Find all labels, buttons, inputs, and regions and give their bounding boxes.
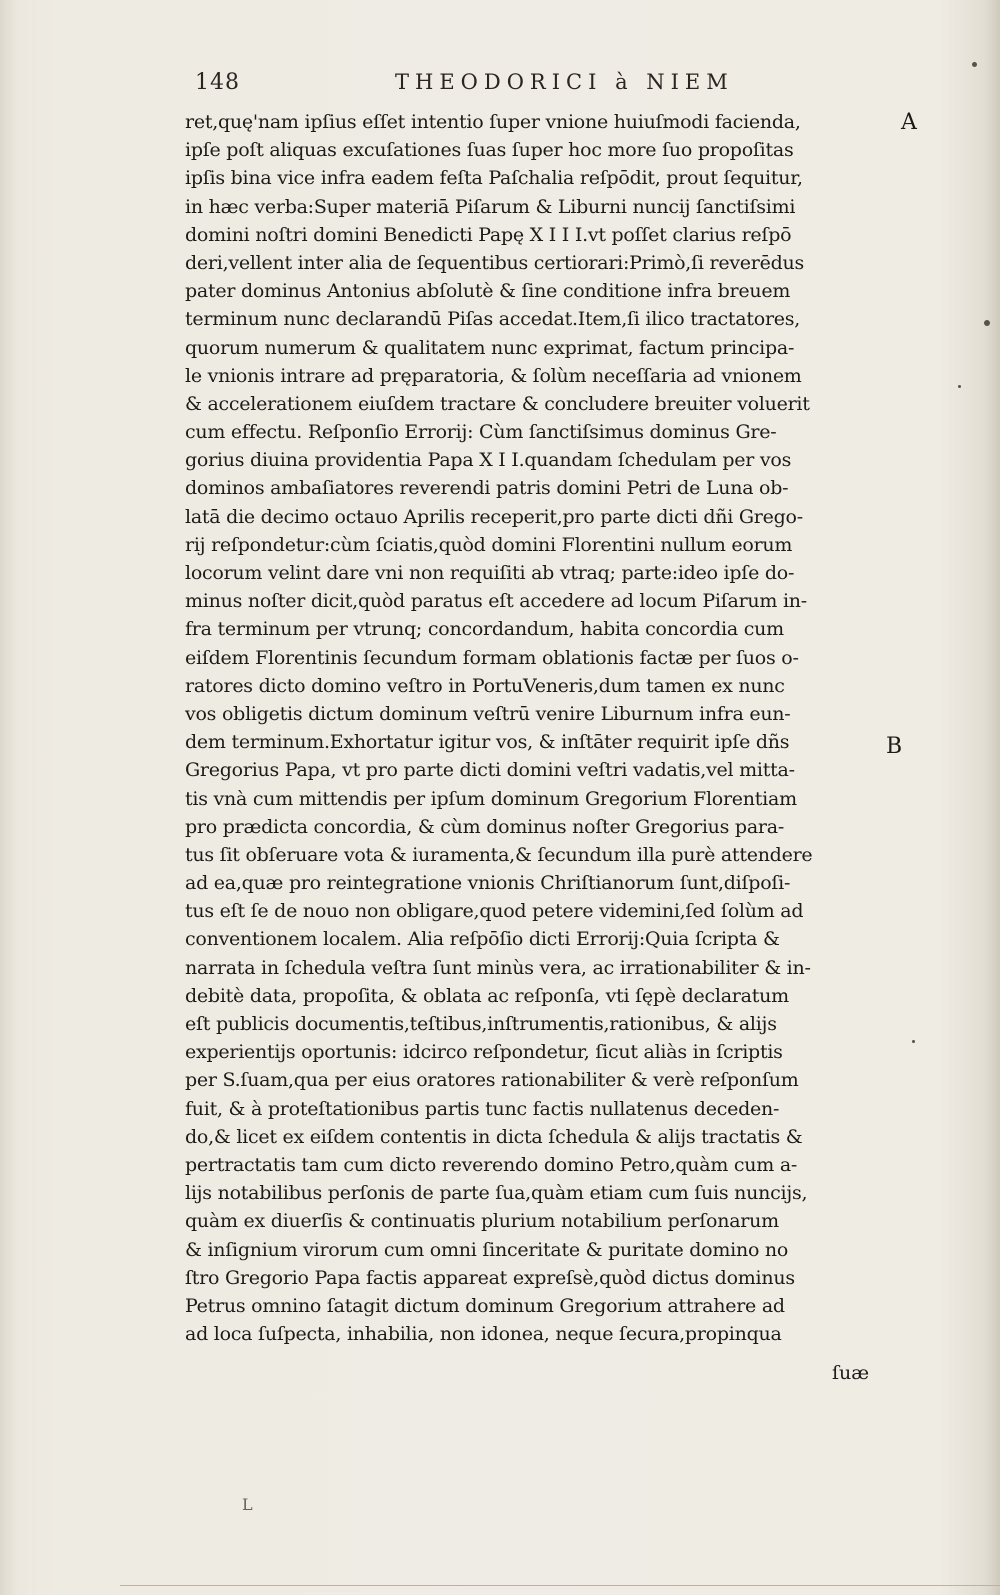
text-line: narrata in ſchedula veſtra ſunt minùs vera, ac irrationabiliter & in-	[185, 956, 811, 979]
text-line: lijs notabilibus perſonis de parte ſua,quàm etiam cum ſuis nuncijs,	[185, 1182, 808, 1205]
page-edge-line	[120, 1585, 1000, 1586]
body-text	[185, 108, 895, 1348]
page-header	[195, 70, 885, 102]
text-line: pater dominus Antonius abſolutè & ſine conditione infra breuem	[185, 280, 791, 303]
text-line: quorum numerum & qualitatem nunc exprimat, factum principa-	[185, 336, 795, 359]
text-line: terminum nunc declarandū Piſas accedat.Item,ſi ilico tractatores,	[185, 308, 801, 331]
text-line: quàm ex diuerſis & continuatis plurium notabilium perſonarum	[185, 1210, 779, 1233]
text-line: vos obligetis dictum dominum veſtrū venire Liburnum infra eun-	[185, 702, 791, 725]
text-line: dem terminum.Exhortatur igitur vos, & inſtāter requirit ipſe dñs	[185, 731, 790, 754]
page-number: 148	[195, 70, 240, 95]
text-line: dominos ambaſiatores reverendi patris domini Petri de Luna ob-	[185, 477, 789, 500]
text-line: ratores dicto domino veſtro in PortuVeneris,dum tamen ex nunc	[185, 674, 785, 697]
text-line: ſtro Gregorio Papa factis appareat expreſsè,quòd dictus dominus	[185, 1266, 795, 1289]
text-line: & inſignium virorum cum omni ſinceritate & puritate domino no	[185, 1238, 789, 1261]
ink-speck	[984, 320, 990, 326]
text-line: tus eſt ſe de nouo non obligare,quod petere videmini,ſed ſolùm ad	[185, 900, 804, 923]
text-line: gorius diuina providentia Papa X I I.quandam ſchedulam per vos	[185, 449, 792, 472]
text-line: ad loca ſuſpecta, inhabilia, non idonea, neque ſecura,propinqua	[185, 1323, 782, 1346]
text-line: domini noſtri domini Benedicti Papę X I I I.vt poſſet clarius reſpō	[185, 223, 792, 246]
text-line: ret,quę'nam ipſius eſſet intentio ſuper vnione huiuſmodi facienda,	[185, 111, 801, 133]
text-line: Gregorius Papa, vt pro parte dicti domini veſtri vadatis,vel mitta-	[185, 759, 795, 782]
text-line: Petrus omnino ſatagit dictum dominum Gregorium attrahere ad	[185, 1294, 785, 1317]
text-line: ad ea,quæ pro reintegratione vnionis Chriſtianorum ſunt,diſpoſi-	[185, 872, 791, 895]
text-line: do,& licet ex eiſdem contentis in dicta ſchedula & alijs tractatis &	[185, 1125, 803, 1148]
text-line: & accelerationem eiuſdem tractare & concludere breuiter voluerit	[185, 392, 810, 415]
text-line: pertractatis tam cum dicto reverendo domino Petro,quàm cum a-	[185, 1153, 798, 1176]
margin-letter-a: A	[901, 110, 917, 135]
text-line: experientijs oportunis: idcirco reſpondetur, ſicut aliàs in ſcriptis	[185, 1041, 783, 1064]
text-line: eſt publicis documentis,teſtibus,inſtrumentis,rationibus, & alijs	[185, 1013, 777, 1035]
text-line: in hæc verba:Super materiā Piſarum & Liburni nuncij ſanctiſsimi	[185, 195, 796, 218]
text-line: rij reſpondetur:cùm ſciatis,quòd domini Florentini nullum eorum	[185, 533, 793, 556]
ink-speck	[958, 385, 961, 388]
text-line: tis vnà cum mittendis per ipſum dominum Gregorium Florentiam	[185, 787, 797, 810]
catchword: ſuæ	[832, 1362, 870, 1384]
text-line: minus noſter dicit,quòd paratus eſt accedere ad locum Piſarum in-	[185, 590, 807, 613]
text-line: tus ſit obſeruare vota & iuramenta,& ſecundum illa purè attendere	[185, 843, 813, 866]
text-line: fuit, & à proteſtationibus partis tunc factis nullatenus deceden-	[185, 1097, 780, 1120]
text-line: fra terminum per vtrunq; concordandum, habita concordia cum	[185, 618, 784, 641]
text-line: le vnionis intrare ad pręparatoria, & ſolùm neceſſaria ad vnionem	[185, 364, 802, 387]
text-line: debitè data, propoſita, & oblata ac reſponſa, vti ſępè declaratum	[185, 984, 789, 1007]
ink-speck	[912, 1040, 915, 1043]
text-line: ipſis bina vice infra eadem feſta Paſchalia reſpōdit, prout ſequitur,	[185, 167, 803, 190]
margin-letter-b: B	[886, 734, 903, 759]
bottom-mark: L	[242, 1495, 253, 1514]
text-line: ipſe poſt aliquas excuſationes ſuas ſuper hoc more ſuo propoſitas	[185, 139, 794, 162]
text-line: cum effectu. Reſponſio Errorij: Cùm ſanctiſsimus dominus Gre-	[185, 421, 777, 444]
text-line: conventionem localem. Alia reſpōſio dicti Errorij:Quia ſcripta &	[185, 928, 780, 951]
ink-speck	[972, 62, 977, 67]
running-title: THEODORICI à NIEM	[395, 70, 734, 94]
text-line: latā die decimo octauo Aprilis receperit,pro parte dicti dñi Grego-	[185, 505, 803, 528]
text-line: locorum velint dare vni non requiſiti ab vtraq; parte:ideo ipſe do-	[185, 562, 795, 584]
text-line: pro prædicta concordia, & cùm dominus noſter Gregorius para-	[185, 815, 785, 838]
text-line: deri,vellent inter alia de ſequentibus certiorari:Primò,ſi reverēdus	[185, 251, 805, 274]
text-line: per S.ſuam,qua per eius oratores rationabiliter & verè reſponſum	[185, 1069, 799, 1092]
text-line: eiſdem Florentinis ſecundum formam oblationis factæ per ſuos o-	[185, 646, 799, 669]
